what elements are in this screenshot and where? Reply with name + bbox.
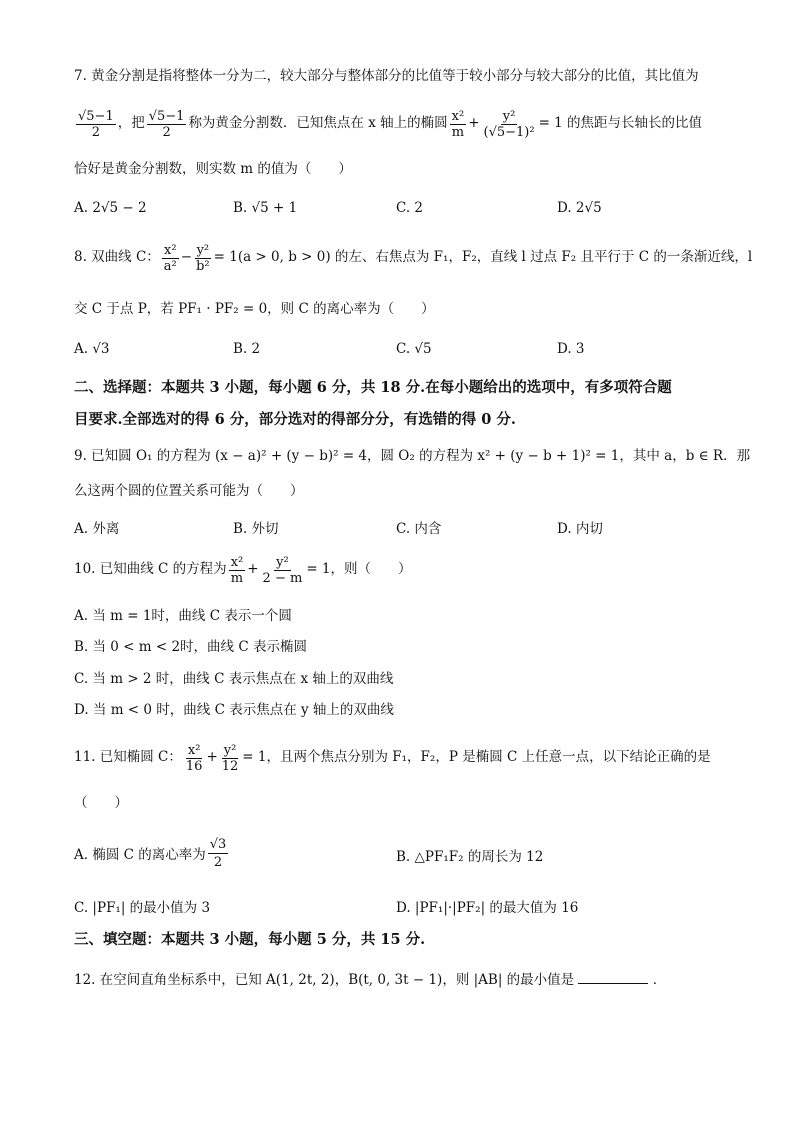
q11-line2: （ ）: [74, 795, 128, 811]
q7-line1: 7. 黄金分割是指将整体一分为二，较大部分与整体部分的比值等于较小部分与较大部分的比值，其比值为: [74, 68, 699, 84]
q10-option-c: C. 当 m > 2 时，曲线 C 表示焦点在 x 轴上的双曲线: [74, 671, 394, 687]
ellipse-c-term-x: $\frac{\text{x²}}{16}$: [185, 742, 203, 774]
q10-line1: 10. 已知曲线 C 的方程为 $\frac{\text{x²}}{m}$ + $\frac{\text{y²}}{2 - m}$ = 1，则（ ）: [74, 554, 412, 586]
ellipse-term-x: $\frac{\text{x²}}{m}$: [451, 108, 465, 140]
q9-line1: 9. 已知圆 O₁ 的方程为 (x − a)² + (y − b)² = 4，圆 O₂ 的方程为 x² + (y − b + 1)² = 1，其中 a，b ∈ R．那: [74, 448, 751, 464]
hyperbola-term-x: $\frac{\text{x²}}{\text{a²}}$: [163, 242, 177, 274]
curve-term-x: $\frac{\text{x²}}{m}$: [230, 554, 244, 586]
q11-option-b: B. △PF₁F₂ 的周长为 12: [396, 849, 544, 865]
curve-term-y: $\frac{\text{y²}}{2 - m}$: [262, 554, 303, 586]
q8-line2: 交 C 于点 P，若 PF₁ · PF₂ = 0，则 C 的离心率为（ ）: [74, 301, 435, 317]
q7-option-c: C. 2: [396, 200, 424, 216]
q9-line2: 么这两个圆的位置关系可能为（ ）: [74, 483, 304, 499]
q9-option-a: A. 外离: [74, 521, 120, 537]
q11-option-a: A. 椭圆 C 的离心率为 $\frac{√3}{2}$: [74, 836, 227, 870]
section2-heading-line1: 二、选择题：本题共 3 小题，每小题 6 分，共 18 分.在每小题给出的选项中，有多项符合题: [74, 379, 672, 396]
q10-option-a: A. 当 m = 1时，曲线 C 表示一个圆: [74, 608, 292, 624]
eccentricity-fraction: $\frac{√3}{2}$: [209, 836, 227, 870]
q8-option-b: B. 2: [233, 341, 261, 357]
q8-line1: 8. 双曲线 C： $\frac{\text{x²}}{\text{a²}}$ − $\frac{\text{y²}}{\text{b²}}$ = 1(a > 0, b > 0) 的左、右焦点为 F₁，F₂，直线 l 过点 F₂ 且平行于 C 的一条渐近线，l: [74, 242, 753, 274]
q7-line3: 恰好是黄金分割数，则实数 m 的值为（ ）: [74, 161, 352, 177]
q12-line1: 12. 在空间直角坐标系中，已知 A(1, 2t, 2)，B(t, 0, 3t − 1)，则 |AB| 的最小值是 ．: [74, 972, 667, 988]
q9-option-c: C. 内含: [396, 521, 442, 537]
q8-option-c: C. √5: [396, 341, 432, 357]
golden-ratio-fraction: $\frac{√5-1}{2}$: [78, 108, 114, 140]
q7-option-a: A. 2√5 − 2: [74, 200, 147, 216]
q8-option-d: D. 3: [557, 341, 585, 357]
ellipse-term-y: $\frac{\text{y²}}{\text{(√5−1)²}}$: [483, 108, 535, 140]
section3-heading: 三、填空题：本题共 3 小题，每小题 5 分，共 15 分.: [74, 931, 426, 948]
q7-line2: $\frac{√5-1}{2}$ ，把 $\frac{√5-1}{2}$ 称为黄金分割数．已知焦点在 x 轴上的椭圆 $\frac{\text{x²}}{m}$ + $\frac{\text{y²}}{\text{(√5−1)²}}$ = 1 的焦距与长轴长的比值: [78, 108, 703, 140]
q9-option-d: D. 内切: [557, 521, 603, 537]
q10-option-d: D. 当 m < 0 时，曲线 C 表示焦点在 y 轴上的双曲线: [74, 702, 394, 718]
q7-option-b: B. √5 + 1: [233, 200, 298, 216]
q8-option-a: A. √3: [74, 341, 110, 357]
q11-line1: 11. 已知椭圆 C： $\frac{\text{x²}}{16}$ + $\frac{\text{y²}}{12}$ = 1，且两个焦点分别为 F₁，F₂，P 是椭圆 C 上任意一点，以下结论正确的是: [74, 742, 711, 774]
section2-heading-line2: 目要求.全部选对的得 6 分，部分选对的得部分分，有选错的得 0 分.: [74, 411, 516, 428]
q10-option-b: B. 当 0 < m < 2时，曲线 C 表示椭圆: [74, 639, 307, 655]
q7-option-d: D. 2√5: [557, 200, 602, 216]
q11-option-c: C. |PF₁| 的最小值为 3: [74, 900, 211, 916]
ellipse-c-term-y: $\frac{\text{y²}}{12}$: [221, 742, 239, 774]
golden-ratio-fraction-2: $\frac{√5-1}{2}$: [148, 108, 185, 140]
q9-option-b: B. 外切: [233, 521, 279, 537]
hyperbola-term-y: $\frac{\text{y²}}{\text{b²}}$: [196, 242, 210, 274]
q11-option-d: D. |PF₁|·|PF₂| 的最大值为 16: [396, 900, 579, 916]
answer-blank[interactable]: [578, 971, 648, 984]
